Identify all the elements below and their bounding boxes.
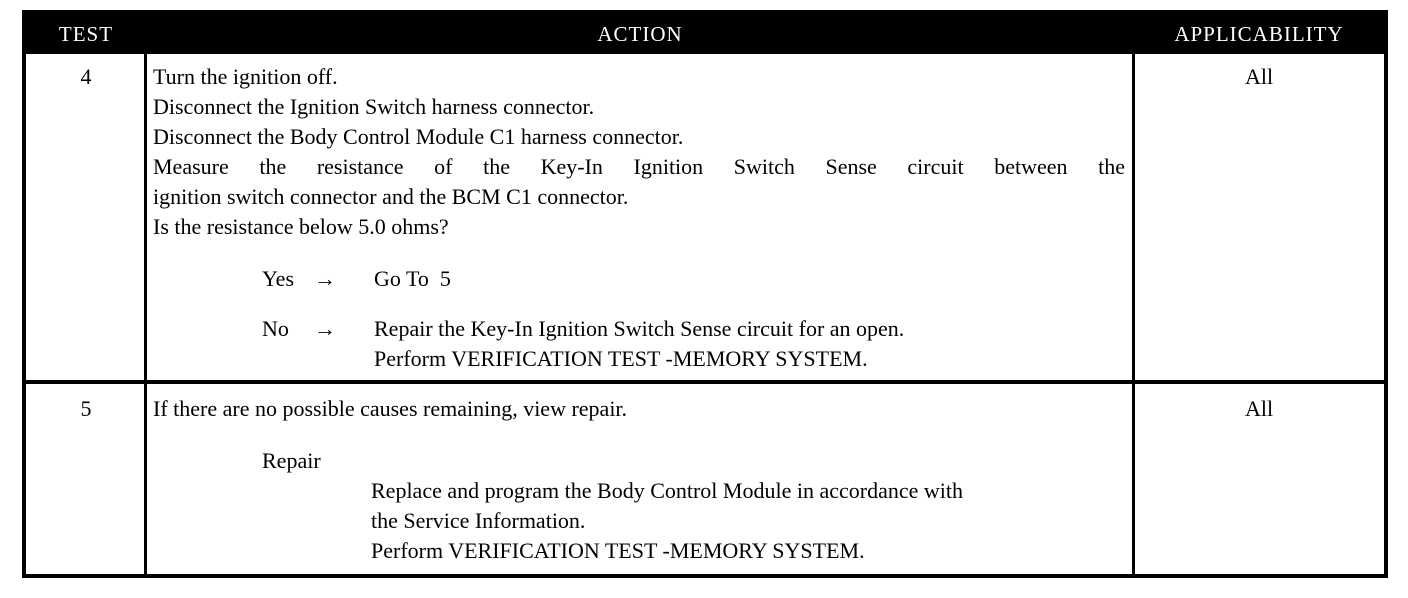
action-line: Turn the ignition off. — [153, 64, 338, 89]
applicability-4: All — [1244, 64, 1274, 89]
repair-label: Repair — [262, 448, 321, 473]
column-divider — [144, 54, 147, 578]
no-action: Perform VERIFICATION TEST -MEMORY SYSTEM. — [374, 346, 868, 371]
action-line: Is the resistance below 5.0 ohms? — [153, 214, 449, 239]
test-number-5: 5 — [80, 396, 92, 421]
no-label: No — [262, 316, 289, 341]
no-action: Repair the Key-In Ignition Switch Sense circuit for an open. — [374, 316, 905, 341]
row-divider — [26, 380, 1384, 384]
header-action: ACTION — [597, 22, 683, 46]
header-test: TEST — [58, 22, 114, 46]
column-divider — [1132, 54, 1135, 578]
diagnostic-table — [22, 10, 1388, 578]
yes-arrow-icon: → — [314, 266, 336, 291]
action-line: Measure the resistance of the Key-In Ignition Switch Sense circuit between the — [153, 154, 1125, 179]
repair-line: the Service Information. — [371, 508, 586, 533]
yes-label: Yes — [262, 266, 295, 291]
test-number-4: 4 — [80, 64, 92, 89]
no-arrow-icon: → — [314, 316, 336, 341]
repair-line: Replace and program the Body Control Module in accordance with — [371, 478, 963, 503]
repair-line: Perform VERIFICATION TEST -MEMORY SYSTEM. — [371, 538, 865, 563]
action-line: Disconnect the Body Control Module C1 harness connector. — [153, 124, 684, 149]
yes-action: Go To 5 — [374, 266, 451, 291]
applicability-5: All — [1244, 396, 1274, 421]
action-line: ignition switch connector and the BCM C1 connector. — [153, 184, 629, 209]
table-header — [26, 14, 1384, 54]
action-line: If there are no possible causes remaining, view repair. — [153, 396, 628, 421]
header-applicability: APPLICABILITY — [1174, 22, 1344, 46]
action-line: Disconnect the Ignition Switch harness connector. — [153, 94, 595, 119]
